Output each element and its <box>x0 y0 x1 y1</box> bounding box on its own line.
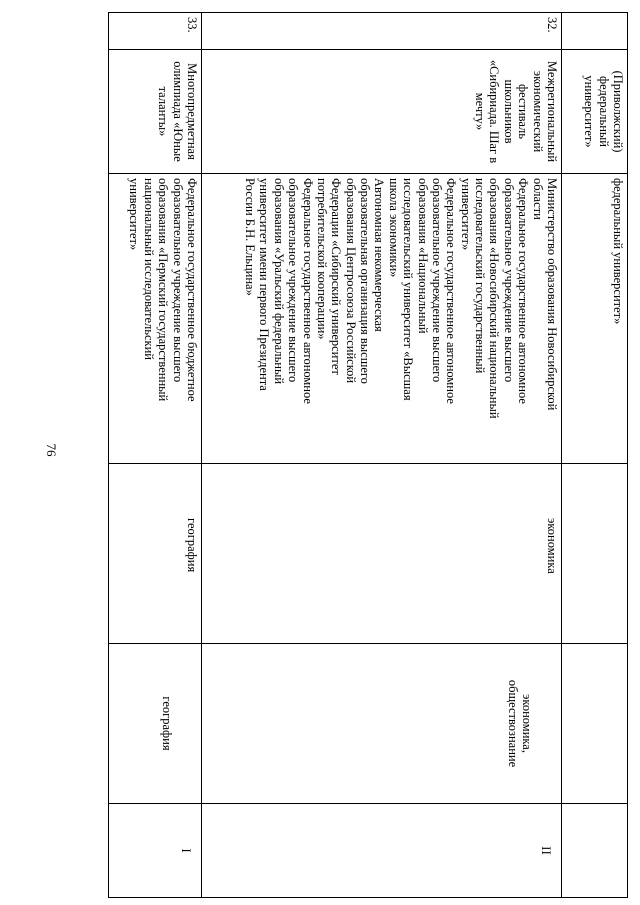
organizer-line: Федеральное государственное автономное <box>516 178 531 404</box>
organizer-line: образования «Национальный <box>415 178 430 334</box>
level-text: I <box>179 848 194 853</box>
organizer-line: Министерство образования Новосибирской <box>545 178 559 411</box>
subjects-text <box>160 648 174 799</box>
organizer-line: потребительской кооперации» <box>315 178 329 340</box>
organizer-line: университет» <box>127 178 142 251</box>
page-number: 76 <box>44 443 59 457</box>
subject-line: экономика, <box>520 694 534 753</box>
cell-olympiad-name <box>109 50 202 174</box>
organizer-line: образования Центросоюза Российской <box>343 178 358 384</box>
olympiad-table <box>108 12 628 898</box>
organizer-line: образовательное учреждение высшего <box>430 178 444 383</box>
name-line: Межрегиональный <box>545 60 559 163</box>
subject-line: обществознание <box>505 679 520 768</box>
organizer-line: образовательное учреждение высшего <box>170 178 185 383</box>
cell-number: 33. <box>109 13 202 50</box>
table-row-continued <box>562 13 628 898</box>
organizer-line: области <box>530 178 545 220</box>
organizer-line: образовательное учреждение высшего <box>501 178 516 383</box>
cell-subjects <box>562 644 628 804</box>
organizer-line: университет» <box>458 178 473 251</box>
name-line: федеральный <box>596 75 611 147</box>
cell-profile <box>109 464 202 644</box>
organizer-line: школа экономики» <box>386 178 401 278</box>
organizer-line: национальный исследовательский <box>141 178 156 360</box>
name-line: фестиваль <box>516 84 531 139</box>
name-line: таланты» <box>156 86 171 137</box>
cell-profile <box>202 464 562 644</box>
name-line: «Сибириада. Шаг в <box>487 59 502 164</box>
organizer-line: Автономная некоммерческая <box>372 178 387 332</box>
organizer-line: образования «Пермский государственный <box>156 178 171 402</box>
name-line: олимпиада «Юные <box>170 61 185 162</box>
cell-level <box>202 804 562 898</box>
organizer-line: образования «Новосибирский национальный <box>487 178 502 419</box>
name-line: мечту» <box>473 92 488 131</box>
table-row <box>202 13 562 898</box>
organizer-line: России Б.Н. Ельцина» <box>243 178 258 296</box>
cell-level <box>562 804 628 898</box>
cell-organizers <box>202 174 562 464</box>
organizer-line: исследовательский государственный <box>473 178 488 374</box>
profile-text: география <box>185 518 199 573</box>
organizer-line: образования «Уральский федеральный <box>271 178 286 385</box>
organizer-line: образовательная организация высшего <box>358 178 373 384</box>
organizer-line: университет имени первого Президента <box>257 178 272 391</box>
name-line: Многопредметная <box>185 63 199 160</box>
name-line: (Приволжский) <box>611 70 625 153</box>
organizer-line: Федерации «Сибирский университет <box>329 178 344 375</box>
organizer-line: исследовательский университет «Высшая <box>401 178 416 401</box>
cell-profile <box>562 464 628 644</box>
level-text: II <box>539 846 554 855</box>
cell-organizers <box>562 174 628 464</box>
cell-subjects <box>109 644 202 804</box>
name-line: школьников <box>501 79 516 144</box>
cell-olympiad-name <box>562 50 628 174</box>
cell-number: 32. <box>202 13 562 50</box>
subject-line: география <box>160 696 174 751</box>
subjects-text <box>505 648 534 799</box>
profile-text: экономика <box>545 518 559 574</box>
name-line: экономический <box>530 70 545 153</box>
organizer-line: Федеральное государственное бюджетное <box>185 178 199 402</box>
organizer-line: Федеральное государственное автономное <box>300 178 315 404</box>
organizer-line: Федеральное государственное автономное <box>444 178 459 404</box>
cell-organizers <box>109 174 202 464</box>
cell-subjects <box>202 644 562 804</box>
organizer-line: образовательное учреждение высшего <box>286 178 301 383</box>
name-line: университет» <box>582 75 597 148</box>
rotated-page <box>78 12 628 897</box>
organizer-line: федеральный университет» <box>611 178 625 325</box>
cell-level <box>109 804 202 898</box>
cell-olympiad-name <box>202 50 562 174</box>
cell-number <box>562 13 628 50</box>
table-row <box>109 13 202 898</box>
